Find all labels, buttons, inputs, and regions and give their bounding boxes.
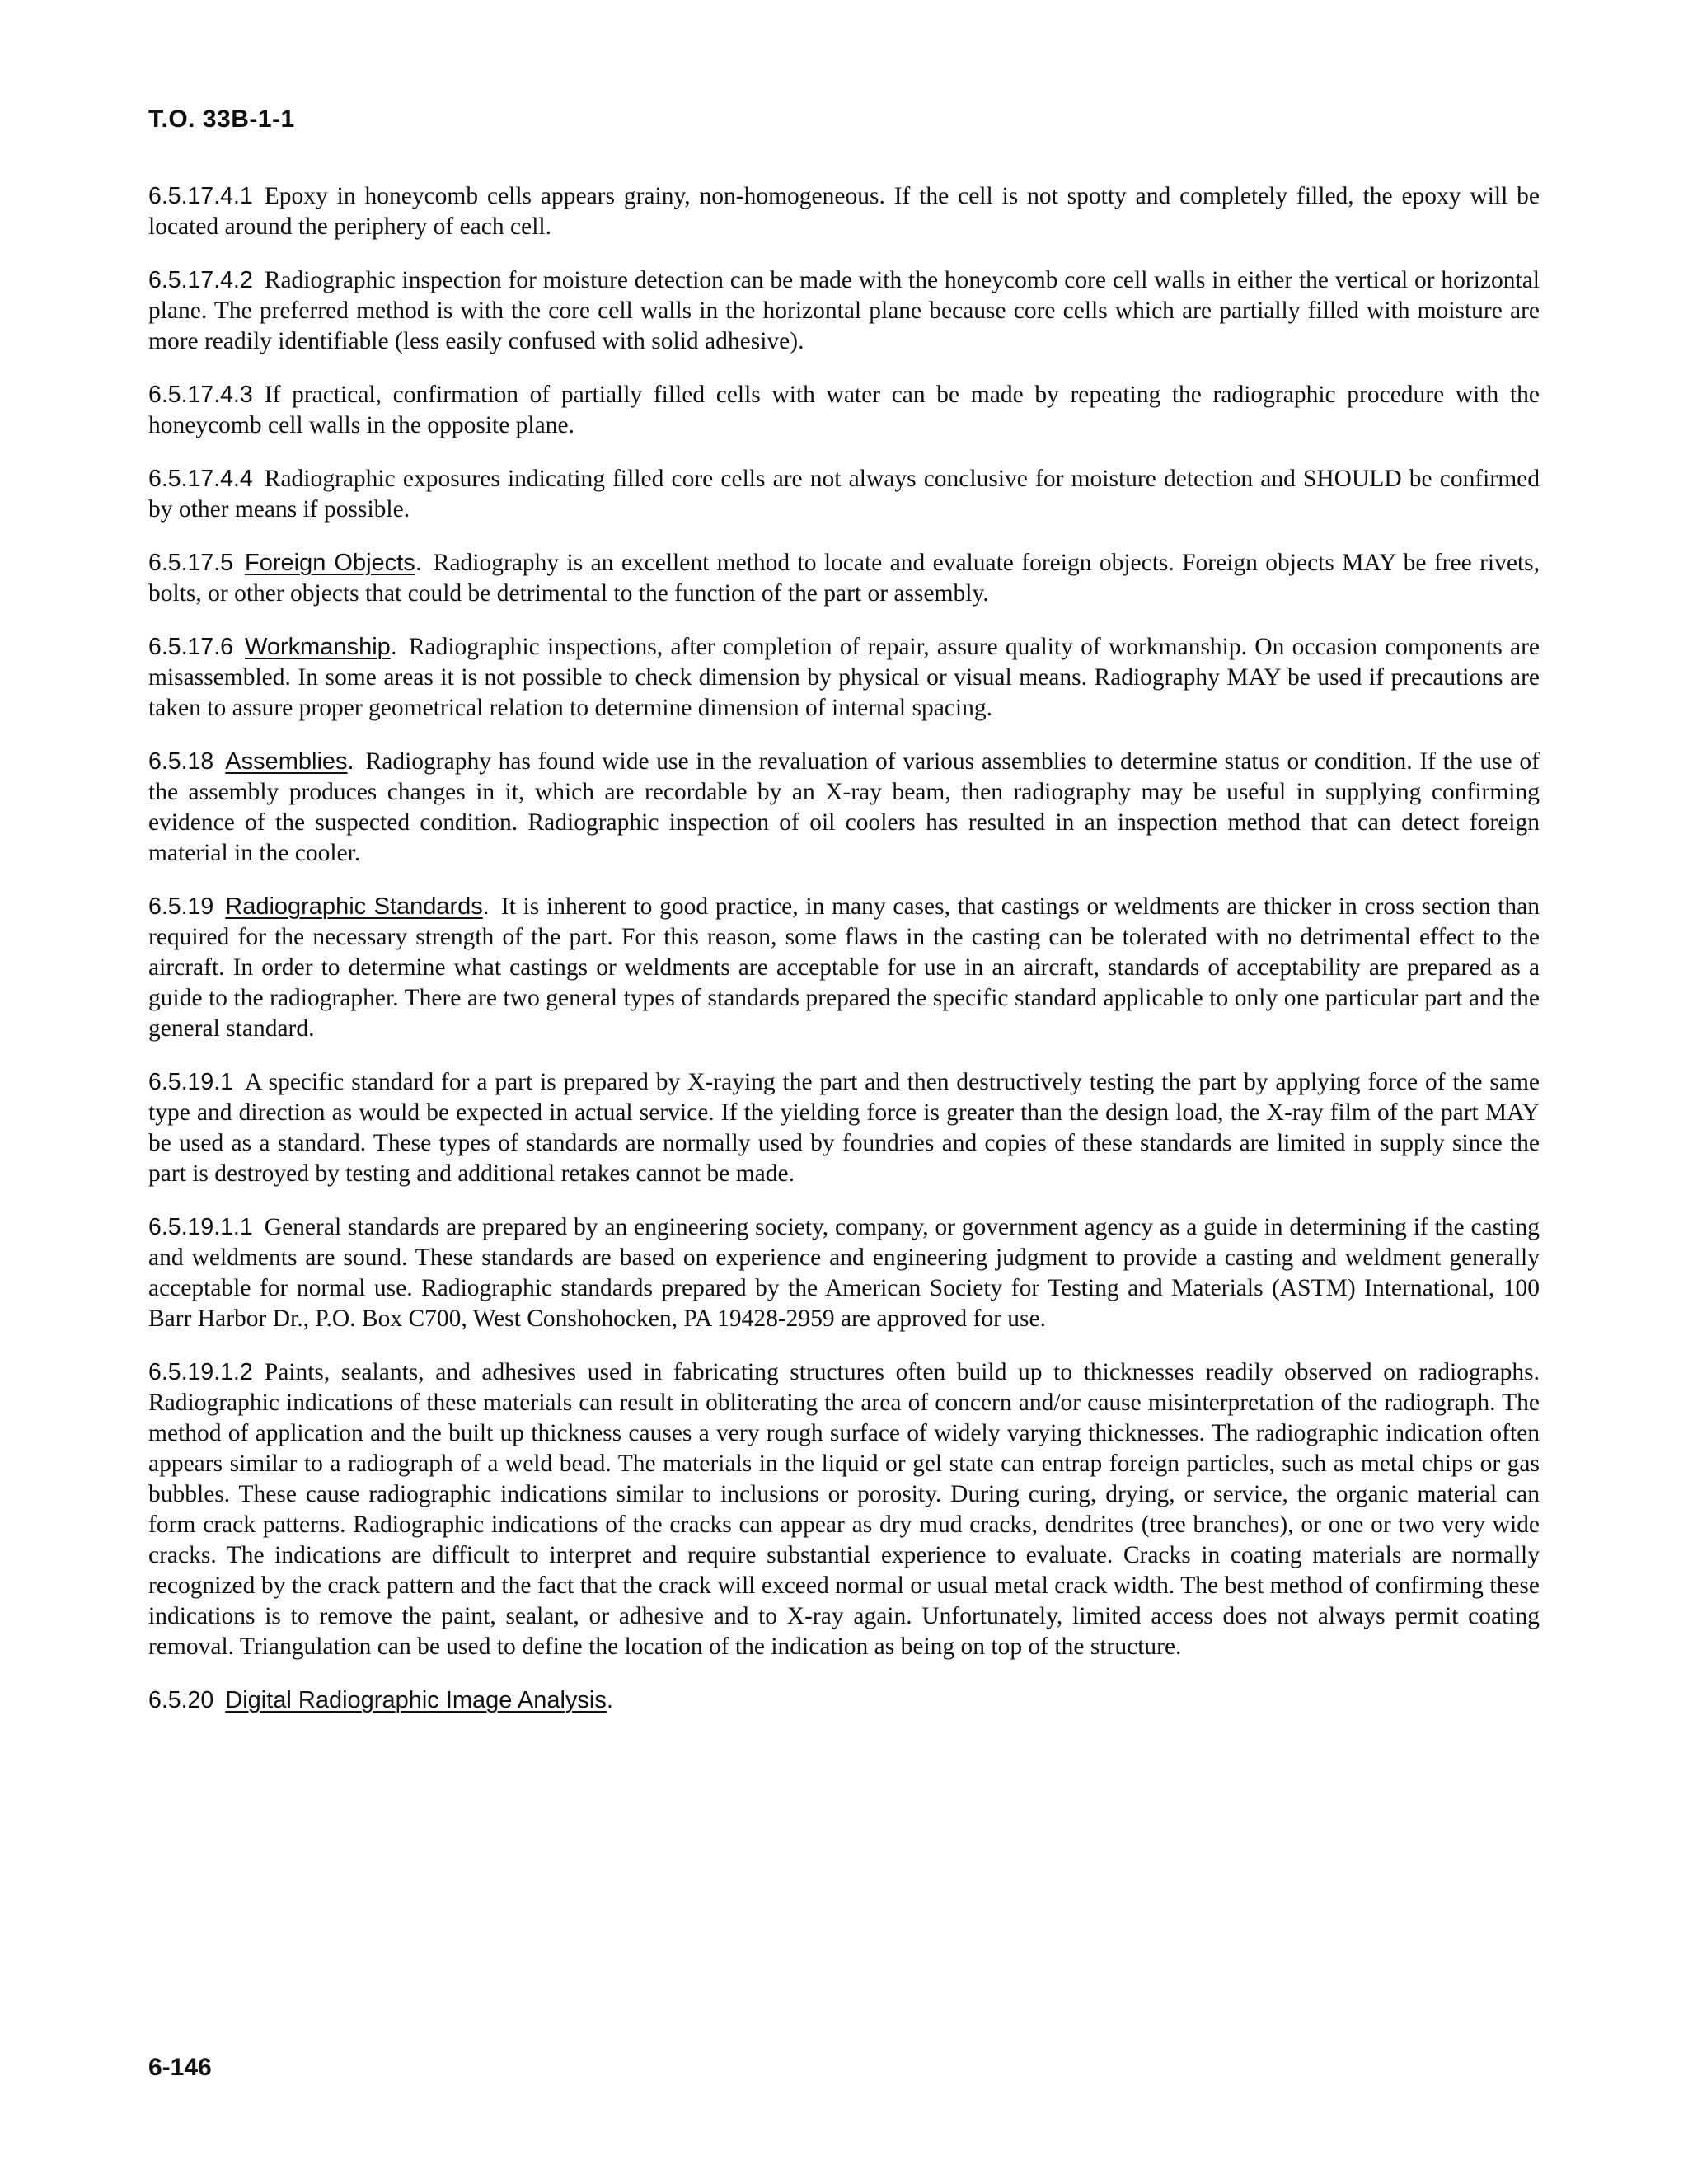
- paragraph-text: Radiographic inspections, after completion of repair, assure quality of workmanship. On occasion components are misassembled. In some areas it is not possible to check dimension by physical or visual means. Radiography MAY be used if precautions are taken to assure proper geometrical relation to determine dimension of internal spacing.: [148, 634, 1540, 721]
- paragraph-6-5-19: [148, 892, 1540, 1044]
- paragraph-6-5-17-4-3: [148, 380, 1540, 441]
- paragraph-text: It is inherent to good practice, in many cases, that castings or weldments are thicker in cross section than required for the necessary strength of the part. For this reason, some flaws in the casting can be tolerated with no detrimental effect to the aircraft. In order to determine what castings or weldments are acceptable for use in an aircraft, standards of acceptability are prepared as a guide to the radiographer. There are two general types of standards prepared the specific standard applicable to only one particular part and the general standard.: [148, 893, 1540, 1042]
- title-period: .: [415, 550, 422, 576]
- paragraph-6-5-17-4-4: [148, 464, 1540, 525]
- paragraph-6-5-18: [148, 747, 1540, 869]
- section-title-digital-radiographic-image-analysis: Digital Radiographic Image Analysis: [225, 1687, 607, 1713]
- section-title-assemblies: Assemblies: [225, 748, 348, 775]
- paragraph-6-5-19-1-1: [148, 1212, 1540, 1334]
- paragraph-text: If practical, confirmation of partially filled cells with water can be made by repeating the radiographic procedure with the honeycomb cell walls in the opposite plane.: [148, 382, 1540, 438]
- title-period: .: [390, 634, 397, 660]
- document-header-id: T.O. 33B-1-1: [148, 105, 295, 133]
- paragraph-text: Radiographic inspection for moisture detection can be made with the honeycomb core cell walls in either the vertical or horizontal plane. The preferred method is with the core cell walls in the horizontal plane because core cells which are partially filled with moisture are more readily identifiable (less easily confused with solid adhesive).: [148, 267, 1540, 354]
- title-period: .: [347, 748, 354, 775]
- paragraph-number: 6.5.19.1.2: [148, 1359, 253, 1385]
- paragraph-6-5-20: [148, 1685, 1540, 1716]
- paragraph-number: 6.5.19.1.1: [148, 1214, 253, 1240]
- section-title-foreign-objects: Foreign Objects: [245, 550, 415, 576]
- title-period: .: [606, 1687, 613, 1713]
- paragraph-text: Radiographic exposures indicating filled core cells are not always conclusive for moisture detection and SHOULD be confirmed by other means if possible.: [148, 466, 1540, 523]
- paragraph-text: Radiography has found wide use in the revaluation of various assemblies to determine status or condition. If the use of the assembly produces changes in it, which are recordable by an X-ray beam, then radiography may be useful in supplying confirming evidence of the suspected condition. Radiographic inspection of oil coolers has resulted in an inspection method that can detect foreign material in the cooler.: [148, 748, 1540, 866]
- paragraph-text: General standards are prepared by an engineering society, company, or government agency as a guide in determining if the casting and weldments are sound. These standards are based on experience and engineering judgment to provide a casting and weldment generally acceptable for normal use. Radiographic standards prepared by the American Society for Testing and Materials (ASTM) International, 100 Barr Harbor Dr., P.O. Box C700, West Conshohocken, PA 19428-2959 are approved for use.: [148, 1214, 1540, 1332]
- title-period: .: [482, 893, 490, 920]
- paragraph-6-5-17-5: [148, 548, 1540, 609]
- paragraph-number: 6.5.19.1: [148, 1069, 234, 1095]
- paragraph-text: Paints, sealants, and adhesives used in fabricating structures often build up to thicknesses readily observed on radiographs. Radiographic indications of these materials can result in obliterating the area of concern and/or cause misinterpretation of the radiograph. The method of application and the built up thickness causes a very rough surface of widely varying thicknesses. The radiographic indication often appears similar to a radiograph of a weld bead. The materials in the liquid or gel state can entrap foreign particles, such as metal chips or gas bubbles. These cause radiographic indications similar to inclusions or porosity. During curing, drying, or service, the organic material can form crack patterns. Radiographic indications of the cracks can appear as dry mud cracks, dendrites (tree branches), or one or two very wide cracks. The indications are difficult to interpret and require substantial experience to evaluate. Cracks in coating materials are normally recognized by the crack pattern and the fact that the crack will exceed normal or usual metal crack width. The best method of confirming these indications is to remove the paint, sealant, or adhesive and to X-ray again. Unfortunately, limited access does not always permit coating removal. Triangulation can be used to define the location of the indication as being on top of the structure.: [148, 1359, 1540, 1660]
- paragraph-text: Radiography is an excellent method to locate and evaluate foreign objects. Foreign objects MAY be free rivets, bolts, or other objects that could be detrimental to the function of the part or assembly.: [148, 550, 1540, 607]
- paragraph-6-5-19-1: [148, 1067, 1540, 1189]
- paragraph-6-5-19-1-2: [148, 1357, 1540, 1662]
- paragraph-number: 6.5.20: [148, 1687, 214, 1713]
- paragraph-number: 6.5.17.5: [148, 550, 234, 576]
- paragraph-number: 6.5.17.4.4: [148, 466, 253, 492]
- section-title-radiographic-standards: Radiographic Standards: [225, 893, 483, 920]
- paragraph-number: 6.5.18: [148, 748, 214, 775]
- paragraph-text: A specific standard for a part is prepared by X-raying the part and then destructively testing the part by applying force of the same type and direction as would be expected in actual service. If the yielding force is greater than the design load, the X-ray film of the part MAY be used as a standard. These types of standards are normally used by foundries and copies of these standards are limited in supply since the part is destroyed by testing and additional retakes cannot be made.: [148, 1069, 1540, 1187]
- paragraph-number: 6.5.17.4.2: [148, 267, 253, 293]
- paragraph-text: Epoxy in honeycomb cells appears grainy, non-homogeneous. If the cell is not spotty and completely filled, the epoxy will be located around the periphery of each cell.: [148, 183, 1540, 240]
- paragraph-6-5-17-4-1: [148, 181, 1540, 242]
- paragraph-number: 6.5.17.4.1: [148, 183, 253, 209]
- paragraph-number: 6.5.17.4.3: [148, 382, 253, 408]
- paragraph-6-5-17-6: [148, 632, 1540, 724]
- paragraph-number: 6.5.17.6: [148, 634, 234, 660]
- paragraph-number: 6.5.19: [148, 893, 214, 920]
- paragraph-6-5-17-4-2: [148, 265, 1540, 357]
- document-body: [148, 181, 1540, 1739]
- page-number: 6-146: [148, 2054, 212, 2081]
- section-title-workmanship: Workmanship: [245, 634, 391, 660]
